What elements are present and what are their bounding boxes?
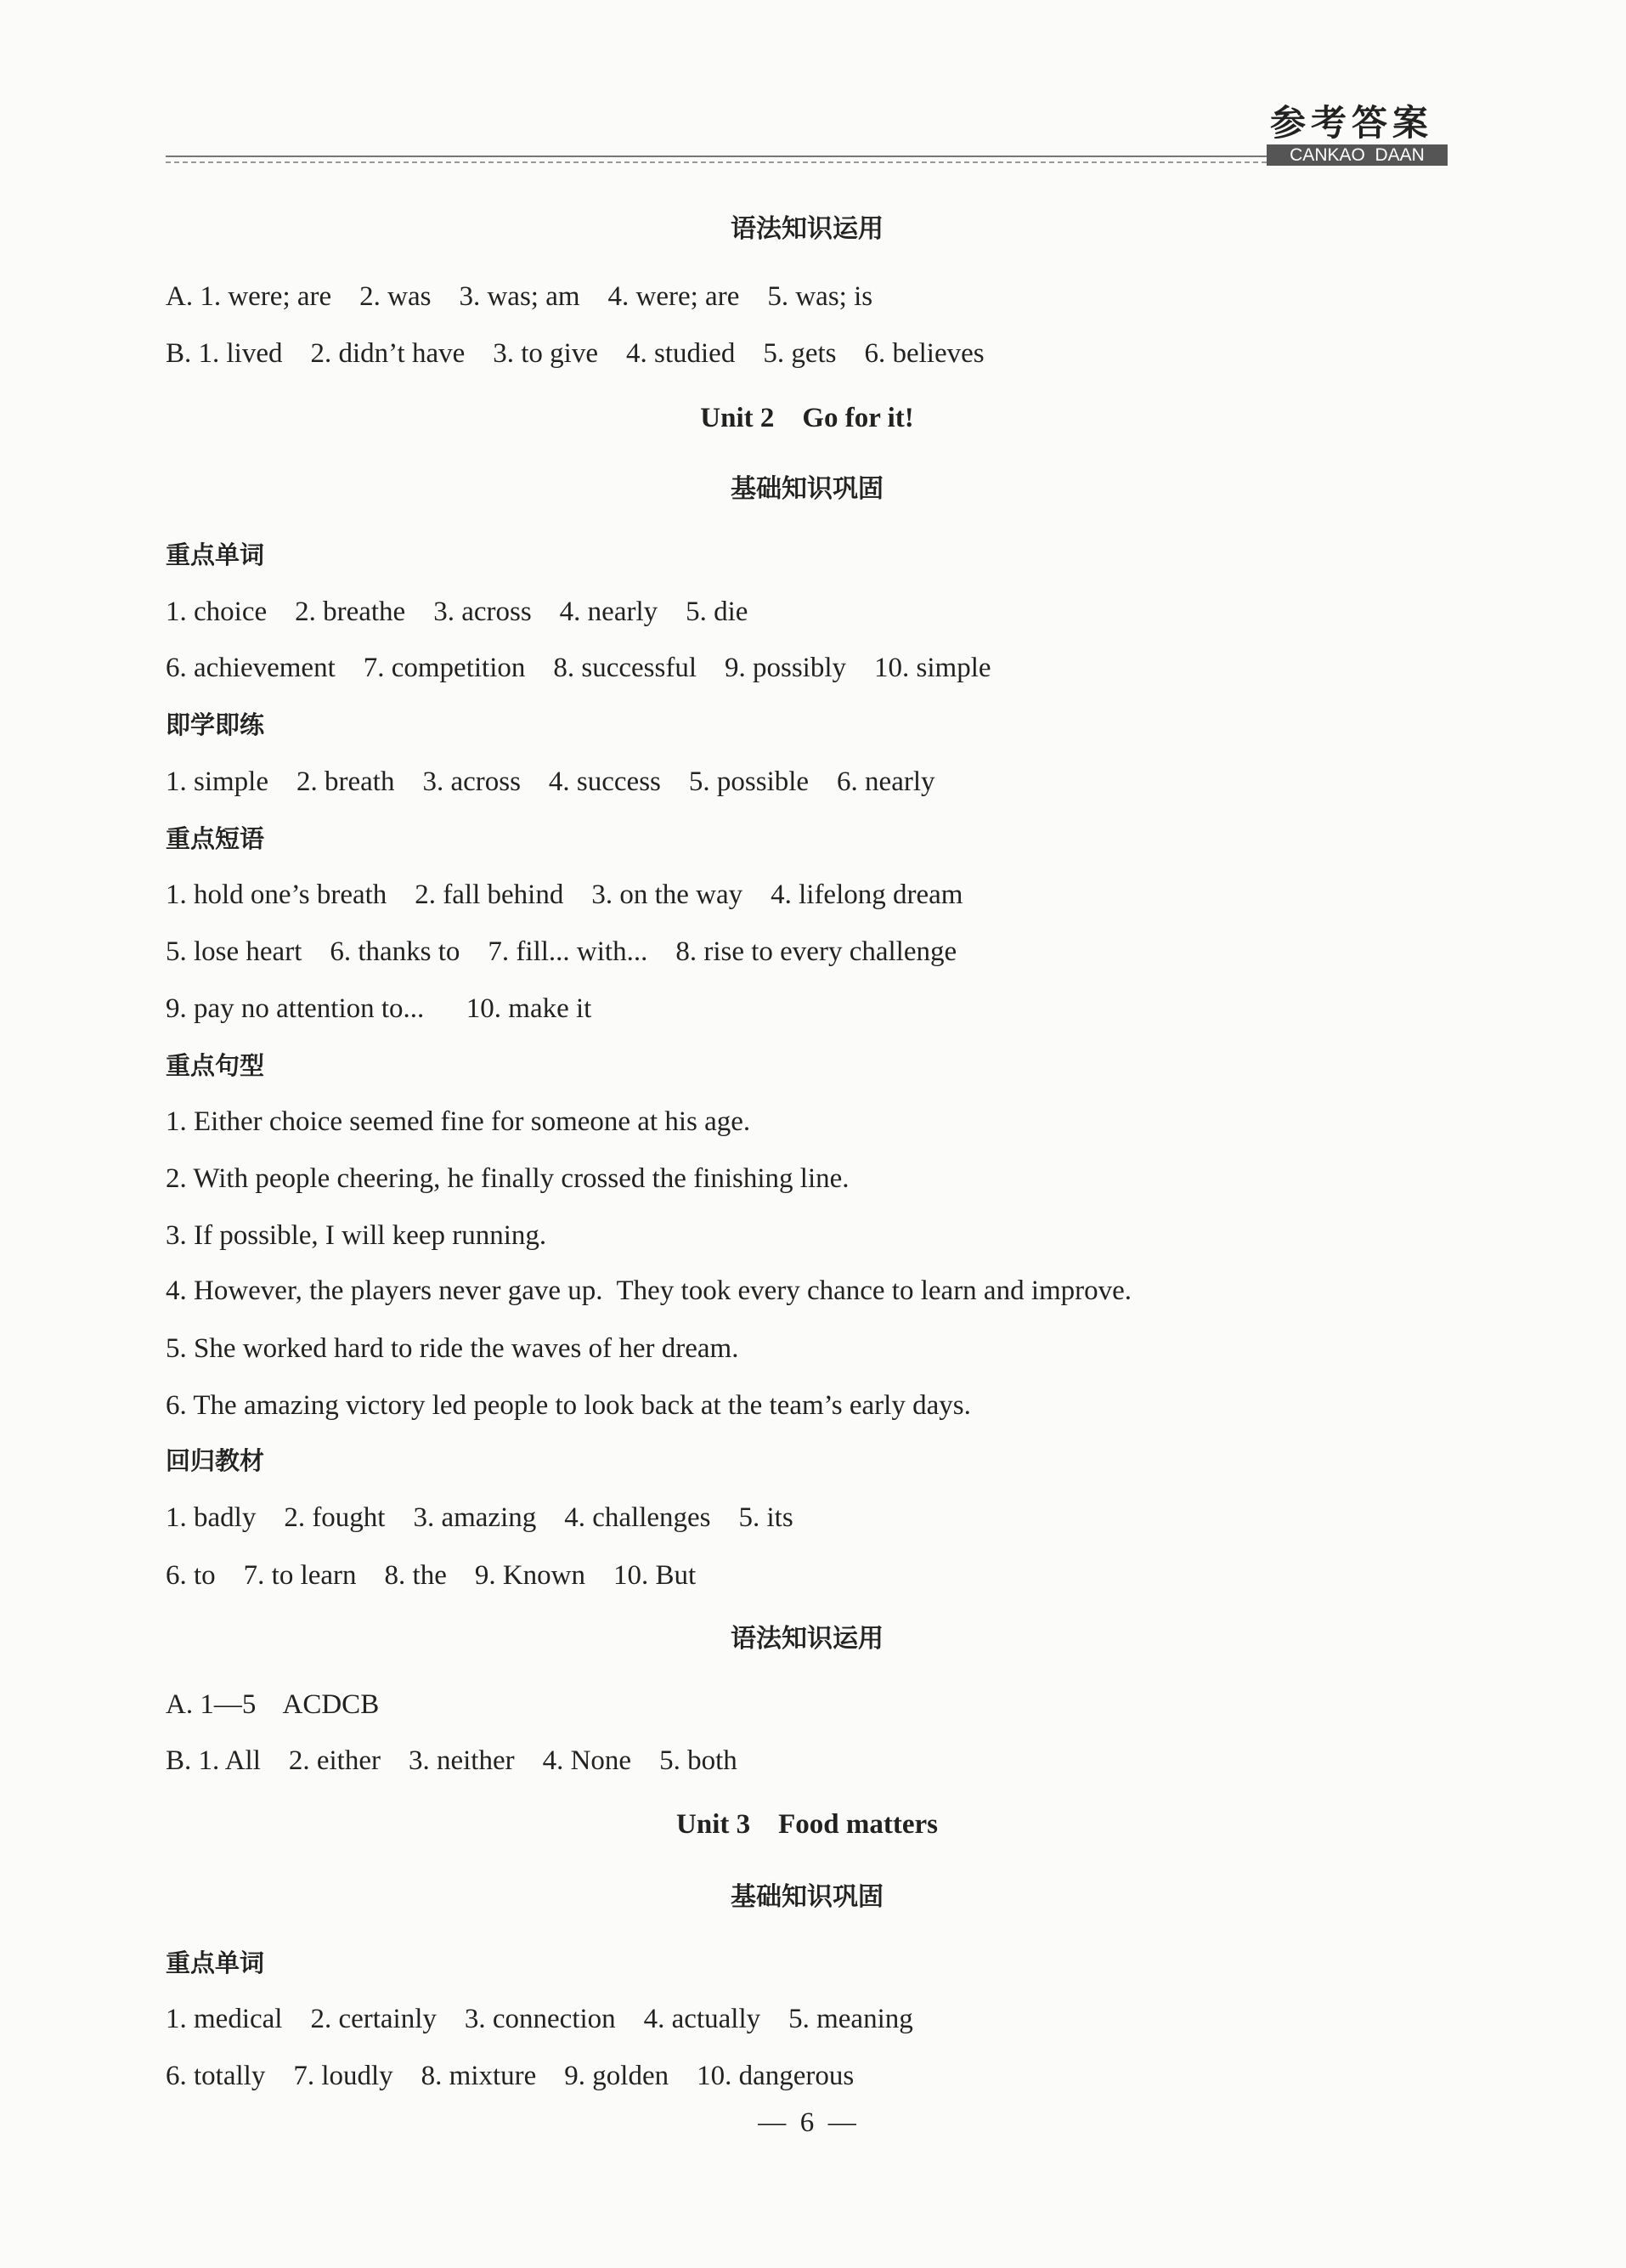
section-heading: 语法知识运用 [731, 214, 884, 244]
subsection-heading: 重点句型 [166, 1051, 265, 1080]
section-heading: 语法知识运用 [731, 1624, 884, 1654]
subsection-heading: 重点短语 [166, 824, 265, 853]
answer-line: 6. totally 7. loudly 8. mixture 9. golden 10. dangerous [166, 2061, 855, 2091]
answer-line: 1. badly 2. fought 3. amazing 4. challenges 5. its [166, 1502, 793, 1533]
subsection-heading: 即学即练 [166, 710, 265, 739]
answer-line: 6. achievement 7. competition 8. successful 9. possibly 10. simple [166, 653, 991, 683]
unit-heading: Unit 2 Go for it! [700, 403, 914, 433]
answer-line: 5. She worked hard to ride the waves of her dream. [166, 1333, 739, 1364]
header-subtitle: CANKAO DAAN [1267, 144, 1448, 166]
answer-line: B. 1. lived 2. didn’t have 3. to give 4. studied 5. gets 6. believes [166, 338, 985, 369]
answer-line: B. 1. All 2. either 3. neither 4. None 5. both [166, 1745, 737, 1776]
answer-line: A. 1. were; are 2. was 3. was; am 4. were; are 5. was; is [166, 281, 873, 312]
subsection-heading: 回归教材 [166, 1446, 265, 1475]
answer-line: 6. The amazing victory led people to look back at the team’s early days. [166, 1390, 971, 1421]
header-rule [166, 156, 1267, 157]
subsection-heading: 重点单词 [166, 1948, 265, 1977]
answer-line: 1. simple 2. breath 3. across 4. success 5. possible 6. nearly [166, 766, 935, 797]
answer-line: 4. However, the players never gave up. They took every chance to learn and improve. [166, 1275, 1132, 1306]
answer-line: 3. If possible, I will keep running. [166, 1220, 547, 1251]
answer-line: 6. to 7. to learn 8. the 9. Known 10. But [166, 1560, 697, 1591]
section-heading: 基础知识巩固 [731, 474, 884, 504]
header-title: 参考答案 [1270, 102, 1434, 144]
page-number: — 6 — [758, 2107, 856, 2138]
unit-heading: Unit 3 Food matters [676, 1809, 938, 1840]
section-heading: 基础知识巩固 [731, 1882, 884, 1912]
answer-line: A. 1—5 ACDCB [166, 1689, 380, 1720]
answer-line: 5. lose heart 6. thanks to 7. fill... with... 8. rise to every challenge [166, 936, 957, 967]
answer-line: 1. choice 2. breathe 3. across 4. nearly 5. die [166, 597, 748, 627]
answer-line: 1. hold one’s breath 2. fall behind 3. on the way 4. lifelong dream [166, 879, 963, 910]
subsection-heading: 重点单词 [166, 540, 265, 569]
answer-line: 2. With people cheering, he finally crossed the finishing line. [166, 1163, 850, 1194]
answer-line: 1. medical 2. certainly 3. connection 4. actually 5. meaning [166, 2004, 913, 2034]
answer-line: 9. pay no attention to... 10. make it [166, 993, 592, 1024]
header-rule-dashed [166, 161, 1267, 163]
answer-line: 1. Either choice seemed fine for someone at his age. [166, 1106, 751, 1137]
